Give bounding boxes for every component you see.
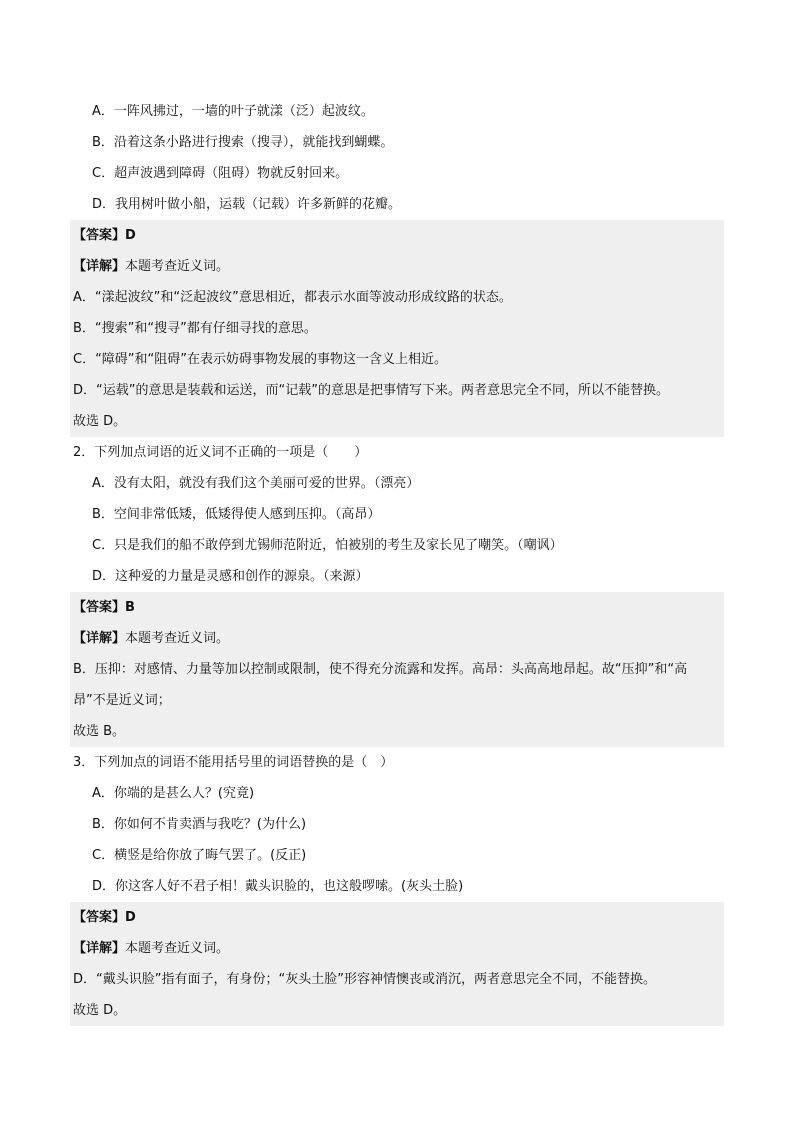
q1-option-a: A．一阵风拂过，一墙的叶子就漾（泛）起波纹。 xyxy=(92,104,374,119)
q2-detail-intro: 本题考查近义词。 xyxy=(125,631,230,646)
q2-detail-line xyxy=(73,623,724,654)
q3-answer-value: D xyxy=(125,910,136,925)
q2-option-a: A．没有太阳，就没有我们这个美丽可爱的世界。（漂亮） xyxy=(92,476,420,491)
q3-detail-d: D．“戴头识脸”指有面子，有身份；“灰头土脸”形容神情懊丧或消沉，两者意思完全不同，不能替换。 xyxy=(73,972,656,987)
q2-detail-conclusion: 故选 B。 xyxy=(73,724,126,739)
q1-detail-tag: 【详解】 xyxy=(73,259,126,274)
q1-answer-tag: 【答案】 xyxy=(73,228,126,243)
q3-detail-conclusion: 故选 D。 xyxy=(73,1003,127,1018)
q2-detail-b-2: 昂”不是近义词； xyxy=(73,693,171,708)
q3-option-b: B．你如何不肯卖酒与我吃？(为什么) xyxy=(92,817,307,832)
q2-detail-tag: 【详解】 xyxy=(73,631,126,646)
q2-detail-b-1: B．压抑：对感情、力量等加以控制或限制，使不得充分流露和发挥。高昂：头高高地昂起。故“压抑”和“高 xyxy=(73,662,688,677)
q1-answer-block xyxy=(70,220,724,437)
q3-option-a: A．你端的是甚么人？(究竟) xyxy=(92,786,255,801)
q2-option-c: C．只是我们的船不敢停到尤锡师范附近，怕被别的考生及家长见了嘲笑。（嘲讽） xyxy=(92,538,563,553)
q3-answer-line xyxy=(73,902,724,933)
q3-option-c: C．横竖是给你放了晦气罢了。(反正) xyxy=(92,848,307,863)
q1-detail-a: A．“漾起波纹”和“泛起波纹”意思相近，都表示水面等波动形成纹路的状态。 xyxy=(73,290,512,305)
q2-answer-value: B xyxy=(125,600,135,615)
q1-option-d: D．我用树叶做小船，运载（记载）许多新鲜的花瓣。 xyxy=(92,197,402,212)
q1-detail-line xyxy=(73,251,724,282)
q1-answer-line xyxy=(73,220,724,251)
q2-option-d: D．这种爱的力量是灵感和创作的源泉。（来源） xyxy=(92,569,369,584)
q1-detail-b: B．“搜索”和“搜寻”都有仔细寻找的意思。 xyxy=(73,321,317,336)
q2-answer-line xyxy=(73,592,724,623)
q1-detail-d: D．“运载”的意思是装载和运送，而“记载”的意思是把事情写下来。两者意思完全不同，所以不能替换。 xyxy=(73,383,669,398)
q1-detail-conclusion: 故选 D。 xyxy=(73,414,127,429)
q3-detail-tag: 【详解】 xyxy=(73,941,126,956)
q3-stem: 3．下列加点的词语不能用括号里的词语替换的是（ ） xyxy=(73,755,394,770)
q3-detail-line xyxy=(73,933,724,964)
q3-detail-intro: 本题考查近义词。 xyxy=(125,941,230,956)
q2-answer-tag: 【答案】 xyxy=(73,600,126,615)
q3-answer-tag: 【答案】 xyxy=(73,910,126,925)
q1-answer-value: D xyxy=(125,228,136,243)
document-page xyxy=(70,96,724,1026)
q3-options xyxy=(70,778,724,902)
q2-answer-block xyxy=(70,592,724,747)
q1-options xyxy=(70,96,724,220)
q1-detail-intro: 本题考查近义词。 xyxy=(125,259,230,274)
q1-option-c: C．超声波遇到障碍（阻碍）物就反射回来。 xyxy=(92,166,349,181)
q1-option-b: B．沿着这条小路进行搜索（搜寻），就能找到蝴蝶。 xyxy=(92,135,394,150)
q2-stem: 2．下列加点词语的近义词不正确的一项是（ ） xyxy=(73,445,368,460)
q2-option-b: B．空间非常低矮，低矮得使人感到压抑。（高昂） xyxy=(92,507,381,522)
q1-detail-c: C．“障碍”和“阻碍”在表示妨碍事物发展的事物这一含义上相近。 xyxy=(73,352,448,367)
q2-options xyxy=(70,468,724,592)
q3-answer-block xyxy=(70,902,724,1026)
q3-option-d: D．你这客人好不君子相！戴头识脸的，也这般啰嗦。(灰头土脸) xyxy=(92,879,464,894)
